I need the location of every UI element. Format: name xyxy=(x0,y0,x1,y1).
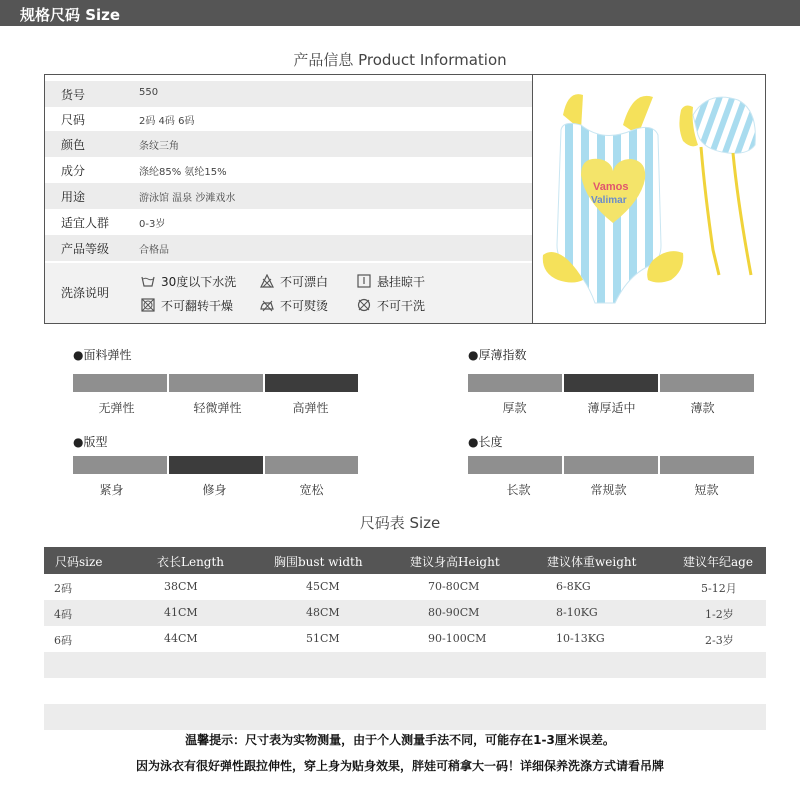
info-label: 尺码 xyxy=(61,113,86,127)
fit-bar-2 xyxy=(265,456,358,474)
product-info-table xyxy=(44,74,533,324)
heart-text-line2: Valimar xyxy=(591,195,627,206)
fit-option: 紧身 xyxy=(99,483,124,497)
table-cell: 2-3岁 xyxy=(705,634,734,647)
product-image xyxy=(532,74,766,324)
table-cell: 10-13KG xyxy=(556,632,605,645)
table-row-empty xyxy=(44,652,766,678)
care-text: 不可干洗 xyxy=(377,299,426,313)
care-item xyxy=(260,297,328,314)
info-label: 用途 xyxy=(61,190,86,204)
wash-30-icon xyxy=(141,274,155,288)
thickness-option: 薄款 xyxy=(690,401,715,415)
table-cell: 45CM xyxy=(306,580,340,593)
table-cell: 80-90CM xyxy=(428,606,480,619)
swimsuit-illustration xyxy=(533,75,765,323)
care-text: 30度以下水洗 xyxy=(161,275,237,289)
info-value: 0-3岁 xyxy=(139,219,166,230)
info-value: 游泳馆 温泉 沙滩戏水 xyxy=(139,193,236,204)
table-cell: 48CM xyxy=(306,606,340,619)
info-row xyxy=(45,106,532,132)
table-cell: 6码 xyxy=(54,634,72,647)
table-cell: 2码 xyxy=(54,582,72,595)
table-cell: 90-100CM xyxy=(428,632,487,645)
table-cell: 70-80CM xyxy=(428,580,480,593)
fit-bar-1 xyxy=(169,456,263,474)
elasticity-option: 高弹性 xyxy=(292,401,329,415)
fit-title: ●版型 xyxy=(73,435,108,449)
table-cell: 5-12月 xyxy=(701,582,737,595)
thickness-option: 薄厚适中 xyxy=(587,401,636,415)
column-header: 尺码size xyxy=(55,555,103,569)
care-label: 洗涤说明 xyxy=(61,286,110,300)
length-bar-1 xyxy=(564,456,658,474)
elasticity-bar-1 xyxy=(169,374,263,392)
table-cell: 38CM xyxy=(164,580,198,593)
header-bar xyxy=(0,0,800,26)
fit-option: 宽松 xyxy=(299,483,324,497)
care-item xyxy=(357,273,425,290)
fit-bar-0 xyxy=(73,456,167,474)
no-tumble-dry-icon xyxy=(141,298,155,312)
care-item xyxy=(141,273,236,290)
care-item xyxy=(357,297,425,314)
table-cell: 6-8KG xyxy=(556,580,591,593)
table-cell: 41CM xyxy=(164,606,198,619)
care-text: 不可熨烫 xyxy=(280,299,329,313)
info-row xyxy=(45,81,532,107)
info-value: 2码 4码 6码 xyxy=(139,116,195,127)
table-row xyxy=(44,574,766,600)
info-label: 产品等级 xyxy=(61,242,110,256)
length-title: ●长度 xyxy=(468,435,503,449)
info-value: 涤纶85% 氨纶15% xyxy=(139,167,227,178)
fit-option: 修身 xyxy=(202,483,227,497)
length-bar-0 xyxy=(468,456,562,474)
heart-text-line1: Vamos xyxy=(593,181,629,193)
thickness-bar-2 xyxy=(660,374,754,392)
thickness-bar-0 xyxy=(468,374,562,392)
care-item xyxy=(260,273,328,290)
length-bar-2 xyxy=(660,456,754,474)
care-text: 不可漂白 xyxy=(280,275,329,289)
table-cell: 44CM xyxy=(164,632,198,645)
care-item xyxy=(141,297,233,314)
info-label: 颜色 xyxy=(61,138,86,152)
length-option: 常规款 xyxy=(590,483,627,497)
size-table-title: 尺码表 Size xyxy=(359,514,441,532)
hang-dry-icon xyxy=(357,274,371,288)
length-option: 长款 xyxy=(506,483,531,497)
note-line-2: 因为泳衣有很好弹性跟拉伸性，穿上身为贴身效果，胖娃可稍拿大一码！详细保养洗涤方式请看吊牌 xyxy=(135,759,664,773)
care-instructions xyxy=(45,263,532,323)
column-header: 建议年纪age xyxy=(683,555,753,569)
thickness-title: ●厚薄指数 xyxy=(468,348,527,362)
info-row xyxy=(45,157,532,183)
table-row-empty xyxy=(44,704,766,730)
care-text: 不可翻转干燥 xyxy=(161,299,234,313)
elasticity-title: ●面料弹性 xyxy=(73,348,132,362)
column-header: 胸围bust width xyxy=(274,555,363,569)
info-row xyxy=(45,209,532,235)
elasticity-option: 轻微弹性 xyxy=(193,401,242,415)
info-label: 货号 xyxy=(61,88,86,102)
thickness-option: 厚款 xyxy=(502,401,527,415)
elasticity-bar-0 xyxy=(73,374,167,392)
elasticity-option: 无弹性 xyxy=(98,401,135,415)
table-header xyxy=(44,547,766,574)
header-title: 规格尺码 Size xyxy=(20,6,121,24)
info-label: 适宜人群 xyxy=(61,216,110,230)
table-row-empty xyxy=(44,678,766,704)
table-cell: 51CM xyxy=(306,632,340,645)
column-header: 建议体重weight xyxy=(547,555,637,569)
note-line-1: 温馨提示：尺寸表为实物测量，由于个人测量手法不同，可能存在1-3厘米误差。 xyxy=(185,733,615,747)
info-value: 合格品 xyxy=(139,245,169,256)
table-cell: 1-2岁 xyxy=(705,608,734,621)
info-row xyxy=(45,183,532,209)
table-row xyxy=(44,626,766,652)
no-dry-clean-icon xyxy=(357,298,371,312)
care-text: 悬挂晾干 xyxy=(377,275,426,289)
table-cell: 4码 xyxy=(54,608,72,621)
table-cell: 8-10KG xyxy=(556,606,598,619)
info-row xyxy=(45,235,532,261)
info-label: 成分 xyxy=(61,164,86,178)
info-value: 550 xyxy=(139,87,159,98)
info-row xyxy=(45,131,532,157)
no-iron-icon xyxy=(260,298,274,312)
column-header: 建议身高Height xyxy=(410,555,500,569)
column-header: 衣长Length xyxy=(157,555,225,569)
table-row xyxy=(44,600,766,626)
product-info-title: 产品信息 Product Information xyxy=(293,51,507,69)
elasticity-bar-2 xyxy=(265,374,358,392)
thickness-bar-1 xyxy=(564,374,658,392)
length-option: 短款 xyxy=(694,483,719,497)
info-value: 条纹三角 xyxy=(139,141,179,152)
no-bleach-icon xyxy=(260,274,274,288)
